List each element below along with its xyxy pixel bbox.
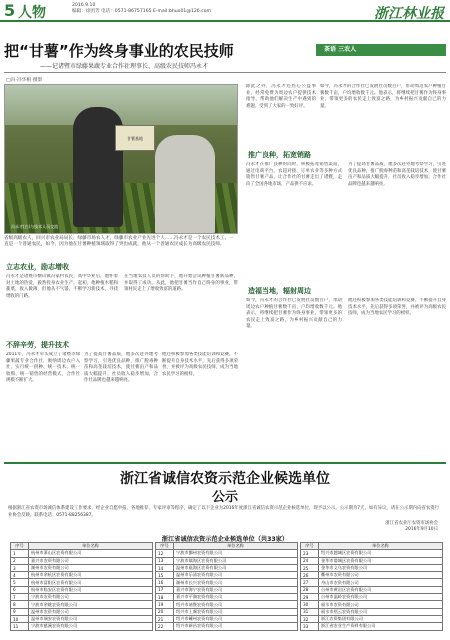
- photo-inline-caption: 冯永才(右)与技术人员交流: [11, 224, 59, 229]
- table-title: 浙江省诚信农资示范企业候选单位（共33家）: [161, 536, 289, 543]
- row-index: 2: [11, 557, 29, 564]
- title-rule: [4, 72, 446, 73]
- table-row: [11, 615, 153, 622]
- row-unit-name: 台州市黄岩区农资有限公司: [319, 586, 443, 593]
- row-unit-name: 金华市婺城区农资有限公司: [319, 557, 443, 564]
- notice-issuer: 浙江省农业厅农资市场协会: [385, 521, 438, 526]
- row-unit-name: 宁波市农资有限公司: [29, 594, 153, 601]
- table-row: [156, 550, 298, 557]
- page-header: [0, 0, 450, 22]
- section-divider: [4, 462, 446, 464]
- table-row: [156, 601, 298, 608]
- table-row: [11, 594, 153, 601]
- article-photo: [4, 84, 238, 234]
- table-row: [301, 557, 443, 564]
- table-header-row: [301, 543, 443, 550]
- header-unit-name: 单位名称: [174, 543, 298, 550]
- row-unit-name: 衢州市农资有限公司: [319, 572, 443, 579]
- row-unit-name: 绍兴市新昌农资有限公司: [174, 623, 298, 630]
- row-index: 10: [11, 615, 29, 622]
- row-unit-name: 嘉兴市农资有限公司: [29, 557, 153, 564]
- table-row: [156, 572, 298, 579]
- candidate-table-1: [10, 542, 153, 631]
- table-row: [11, 586, 153, 593]
- candidate-table-3: [300, 542, 443, 631]
- row-unit-name: 浙江省农业生产资料有限公司: [319, 623, 443, 630]
- table-header-row: [11, 543, 153, 550]
- section-2-col-3: 他还积极参加各类技能培训和竞赛，不断提升自身技术水平，先后获得多项荣誉，并被评为高级农民技师，成为当地农民学习的榜样。: [162, 352, 238, 377]
- section-4-col-2: 他还积极参加各类技能培训和竞赛，不断提升自身技术水平，先后获得多项荣誉，并被评为高级农民技师，成为当地农民学习的榜样。: [348, 298, 446, 317]
- table-row: [301, 615, 443, 622]
- editor-contact: 编辑：徐团芳 电话：0571-86757165 E-mail:bhuo01@126.com: [72, 9, 211, 14]
- row-unit-name: 绍兴市越城区农资有限公司: [319, 550, 443, 557]
- row-index: 15: [156, 572, 174, 579]
- section-2-col-2: 为了提高甘薯品质，他多次赴外地考察学习，引进优良品种，推广脱毒种苗和高垄栽培技术，使甘薯亩产和品质大幅提升，社员收入稳步增加，合作社品牌也越来越响亮。: [84, 352, 158, 384]
- row-index: 30: [301, 601, 319, 608]
- table-row: [11, 557, 153, 564]
- row-index: 25: [301, 564, 319, 571]
- row-index: 18: [156, 594, 174, 601]
- row-index: 22: [156, 623, 174, 630]
- row-unit-name: 嘉兴市平湖农资有限公司: [174, 594, 298, 601]
- row-unit-name: 杭州市富阳区农资有限公司: [29, 579, 153, 586]
- row-unit-name: 绍兴市上虞农资有限公司: [174, 608, 298, 615]
- photo-caption: 省级高级农人，回兴市农业局局长、绿藤市场农人才，绿藤市农业产业先进个人……冯永才是一个农民技术工，一直是一个普通农民，如今，因为他在甘薯种植领域取得了突出成就，他从一个普通农民成长为高级农民技师。: [4, 236, 234, 248]
- row-index: 32: [301, 615, 319, 622]
- table-row: [11, 623, 153, 630]
- section-4-col-1: 如今，冯永才的合作社已发展社员数百户，带动周边农户种植甘薯数千亩，户均增收数千元。他表示，将继续把甘薯作为终身事业，带领更多的农民走上致富之路，为乡村振兴贡献自己的力量。: [246, 298, 342, 330]
- notice-title: 浙江省诚信农资示范企业候选单位: [120, 471, 330, 487]
- notice-subtitle: 公示: [211, 490, 238, 505]
- row-unit-name: 温州市瑞安农资有限公司: [29, 615, 153, 622]
- row-unit-name: 浙江农资集团有限公司: [319, 615, 443, 622]
- row-index: 9: [11, 608, 29, 615]
- header-unit-name: 单位名称: [319, 543, 443, 550]
- row-unit-name: 杭州市萧山区农资有限公司: [29, 550, 153, 557]
- row-index: 3: [11, 564, 29, 571]
- row-index: 21: [156, 615, 174, 622]
- section-head-3: 推广良种，拓宽销路: [248, 151, 311, 159]
- row-index: 20: [156, 608, 174, 615]
- table-row: [156, 564, 298, 571]
- table-row: [301, 564, 443, 571]
- table-row: [156, 586, 298, 593]
- masthead: 浙江林业报: [374, 6, 444, 22]
- page-number: 5: [4, 1, 16, 20]
- row-index: 5: [11, 579, 29, 586]
- table-row: [301, 586, 443, 593]
- section-head-4: 造福当地，辐射周边: [248, 287, 311, 295]
- row-index: 27: [301, 579, 319, 586]
- table-row: [301, 550, 443, 557]
- header-index: 序号: [11, 543, 29, 550]
- notice-signature: [385, 521, 438, 533]
- row-index: 1: [11, 550, 29, 557]
- article-subtitle: ——记诸暨市绿藤果蔬专业合作社理事长、高级农民技师冯永才: [40, 63, 209, 70]
- table-row: [11, 579, 153, 586]
- header-unit-name: 单位名称: [29, 543, 153, 550]
- section-head-1: 立志农业，励志增收: [6, 263, 69, 271]
- row-unit-name: 金华市义乌农资有限公司: [319, 564, 443, 571]
- table-row: [156, 623, 298, 630]
- row-index: 29: [301, 594, 319, 601]
- table-row: [156, 579, 298, 586]
- section-3-col-2: 为了提高甘薯品质，他多次赴外地考察学习，引进优良品种，推广脱毒种苗和高垄栽培技术，使甘薯亩产和品质大幅提升，社员收入稳步增加，合作社品牌也越来越响亮。: [348, 162, 446, 187]
- column-badge: 茶语 三农人: [316, 44, 446, 56]
- issue-date: 2016.9.10: [72, 3, 96, 8]
- row-index: 19: [156, 601, 174, 608]
- row-unit-name: 丽水市缙云农资有限公司: [319, 608, 443, 615]
- row-index: 28: [301, 586, 319, 593]
- photo-person-right: [155, 135, 215, 234]
- table-row: [156, 557, 298, 564]
- row-unit-name: 舟山市农资有限公司: [319, 579, 443, 586]
- table-row: [156, 608, 298, 615]
- row-index: 11: [11, 623, 29, 630]
- section-1-col-2: 在当地农技人员的帮助下，他开始尝试种植甘薯新品种，并取得了成功。从此，他把甘薯当作自己终身的事业，带领村民走上了增收致富的道路。: [124, 274, 238, 293]
- row-index: 23: [301, 550, 319, 557]
- table-row: [301, 601, 443, 608]
- notice-date: 2016年9月10日: [405, 527, 438, 532]
- column-3-top: 除此之外，冯永才还热心公益事业，经常免费为周边农户提供技术指导，帮助他们解决生产中遇到的难题，受到了大家的一致好评。: [246, 84, 316, 109]
- row-index: 8: [11, 601, 29, 608]
- row-index: 7: [11, 594, 29, 601]
- byline: □冯·冯华根 摄影: [6, 78, 43, 83]
- header-index: 序号: [301, 543, 319, 550]
- row-unit-name: 杭州市余杭区农资有限公司: [29, 572, 153, 579]
- row-unit-name: 湖州市长兴农资有限公司: [174, 579, 298, 586]
- row-unit-name: 湖州市农资有限公司: [29, 564, 153, 571]
- row-unit-name: 绍兴市嵊州农资有限公司: [174, 615, 298, 622]
- row-unit-name: 温州市乐清农资有限公司: [174, 572, 298, 579]
- table-row: [11, 608, 153, 615]
- table-row: [156, 594, 298, 601]
- row-unit-name: 宁波市慈溪农资有限公司: [29, 623, 153, 630]
- photo-sign: 甘薯基地: [115, 125, 155, 151]
- table-row: [11, 564, 153, 571]
- row-unit-name: 杭州市临安区农资有限公司: [29, 586, 153, 593]
- table-row: [11, 601, 153, 608]
- table-header-row: [156, 543, 298, 550]
- row-index: 24: [301, 557, 319, 564]
- row-index: 31: [301, 608, 319, 615]
- table-row: [11, 550, 153, 557]
- table-row: [301, 572, 443, 579]
- row-unit-name: 温州市农资有限公司: [29, 608, 153, 615]
- section-head-2: 不辞辛劳，提升技术: [6, 341, 69, 349]
- row-index: 14: [156, 564, 174, 571]
- row-index: 33: [301, 623, 319, 630]
- row-index: 12: [156, 550, 174, 557]
- table-row: [301, 608, 443, 615]
- row-unit-name: 台州市温岭农资有限公司: [319, 594, 443, 601]
- row-index: 4: [11, 572, 29, 579]
- row-index: 16: [156, 579, 174, 586]
- section-3-col-1: 冯永才在推广良种的同时，积极拓宽销售渠道，通过电商平台、农超对接、订单农业等多种方式销售甘薯产品，让合作社的甘薯走出了诸暨，走向了全国各地市场，产品供不应求。: [246, 162, 342, 187]
- section-name: 人物: [18, 5, 46, 21]
- row-index: 26: [301, 572, 319, 579]
- table-row: [301, 594, 443, 601]
- table-row: [11, 572, 153, 579]
- row-unit-name: 嘉兴市海宁农资有限公司: [174, 586, 298, 593]
- section-2-col-1: 2011年，冯永才牵头成立了诸暨市绿藤果蔬专业合作社，吸纳周边农户入社，实行统一供种、统一技术、统一收购、统一销售的经营模式，合作社规模不断扩大。: [6, 352, 80, 384]
- row-unit-name: 宁波市镇海区农资有限公司: [174, 557, 298, 564]
- header-index: 序号: [156, 543, 174, 550]
- row-unit-name: 丽水市农资有限公司: [319, 601, 443, 608]
- table-row: [156, 615, 298, 622]
- row-index: 17: [156, 586, 174, 593]
- row-index: 13: [156, 557, 174, 564]
- row-index: 6: [11, 586, 29, 593]
- row-unit-name: 宁波市余姚农资有限公司: [29, 601, 153, 608]
- table-row: [301, 579, 443, 586]
- article-title: 把“甘薯”作为终身事业的农民技师: [4, 42, 234, 60]
- table-row: [301, 623, 443, 630]
- row-unit-name: 绍兴市诸暨农资有限公司: [174, 601, 298, 608]
- notice-body: 根据浙江省农资市场诚信体系建设工作要求，经企业自愿申报、各地推荐、专家评审等程序，确定了以下企业为2016年度浙江省诚信农资示范企业候选单位，现予以公示。公示期为7天，如有异议，请在公示期内向省农资行业协会反映。联系电话：0571-88256387。: [8, 506, 440, 518]
- row-unit-name: 温州市瓯海区农资有限公司: [174, 564, 298, 571]
- section-1-col-1: 冯永才是诸暨市横山镇冯家村农民，高中毕业后，他怀着对土地的热爱，毅然投身农业生产。起初，他种植水稻和蔬菜，收入微薄，但他从不气馁，不断学习新技术，寻找增收的门路。: [6, 274, 118, 299]
- column-4-top: 如今，冯永才的合作社已发展社员数百户，带动周边农户种植甘薯数千亩，户均增收数千元。他表示，将继续把甘薯作为终身事业，带领更多的农民走上致富之路，为乡村振兴贡献自己的力量。: [320, 84, 446, 109]
- candidate-table-2: [155, 542, 298, 631]
- row-unit-name: 宁波市鄞州农资有限公司: [174, 550, 298, 557]
- header-info: [72, 3, 212, 15]
